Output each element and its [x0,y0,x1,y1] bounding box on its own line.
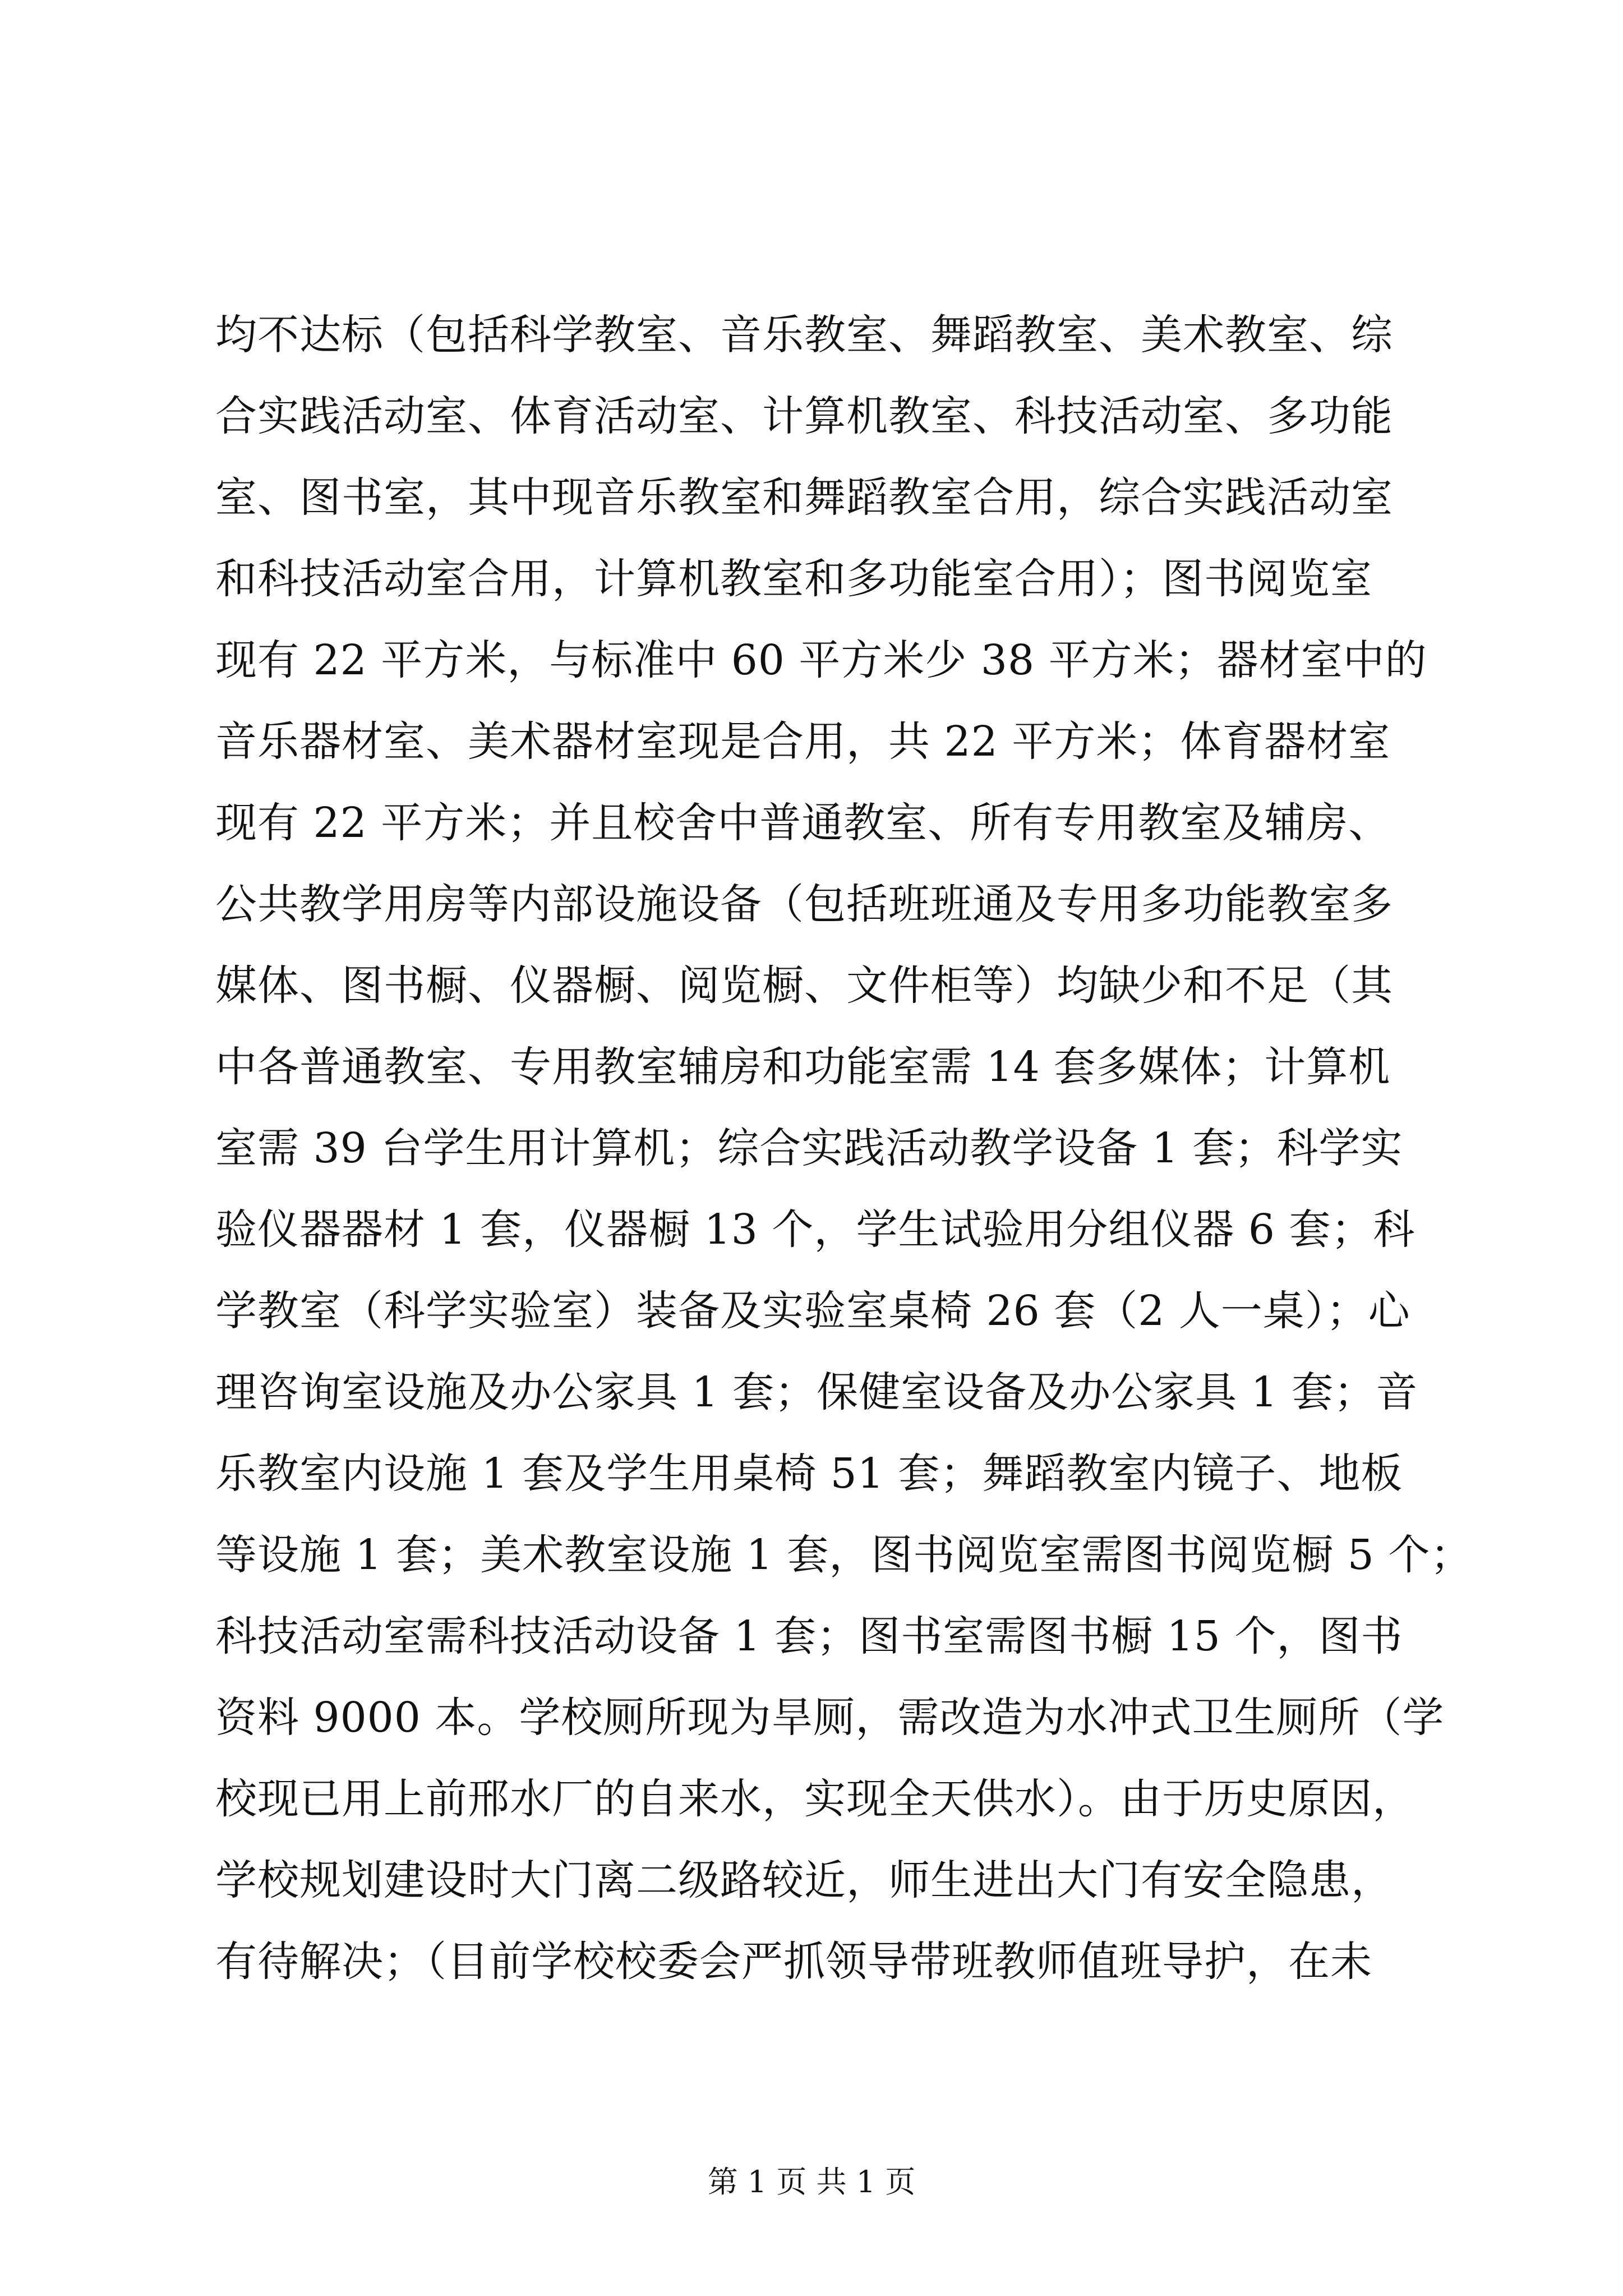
text-line-8: 公共教学用房等内部设施设备（包括班班通及专用多功能教室多 [215,880,1393,928]
text-line-1: 均不达标（包括科学教室、音乐教室、舞蹈教室、美术教室、综 [215,311,1393,359]
text-line-20: 学校规划建设时大门离二级路较近，师生进出大门有安全隐患， [215,1856,1393,1904]
page-number-label: 第 1 页 共 1 页 [707,2164,916,2200]
text-line-14: 理咨询室设施及办公家具 1 套；保健室设备及办公家具 1 套；音 [215,1368,1418,1416]
text-line-13: 学教室（科学实验室）装备及实验室桌椅 26 套（2 人一桌）；心 [215,1287,1410,1335]
text-line-17: 科技活动室需科技活动设备 1 套；图书室需图书橱 15 个，图书 [215,1612,1403,1660]
text-line-19: 校现已用上前邢水厂的自来水，实现全天供水）。由于历史原因， [215,1775,1414,1823]
text-line-18: 资料 9000 本。学校厕所现为旱厕，需改造为水冲式卫生厕所（学 [215,1694,1445,1742]
text-line-16: 等设施 1 套；美术教室设施 1 套，图书阅览室需图书阅览橱 5 个； [215,1531,1473,1579]
text-line-21: 有待解决；（目前学校校委会严抓领导带班教师值班导护，在未 [215,1938,1372,1986]
text-line-7: 现有 22 平方米；并且校舍中普通教室、所有专用教室及辅房、 [215,799,1391,847]
text-line-15: 乐教室内设施 1 套及学生用桌椅 51 套；舞蹈教室内镜子、地板 [215,1450,1403,1498]
text-line-10: 中各普通教室、专用教室辅房和功能室需 14 套多媒体；计算机 [215,1043,1391,1091]
text-line-12: 验仪器器材 1 套，仪器橱 13 个，学生试验用分组仪器 6 套；科 [215,1205,1415,1254]
text-line-5: 现有 22 平方米，与标准中 60 平方米少 38 平方米；器材室中的 [215,636,1427,684]
text-line-2: 合实践活动室、体育活动室、计算机教室、科技活动室、多功能 [215,392,1393,440]
page-footer [0,2160,1623,2205]
text-line-6: 音乐器材室、美术器材室现是合用，共 22 平方米；体育器材室 [215,717,1391,766]
text-line-3: 室、图书室，其中现音乐教室和舞蹈教室合用，综合实践活动室 [215,473,1393,522]
text-line-9: 媒体、图书橱、仪器橱、阅览橱、文件柜等）均缺少和不足（其 [215,961,1393,1010]
body-text [215,295,1473,2003]
text-line-4: 和科技活动室合用，计算机教室和多功能室合用）；图书阅览室 [215,555,1372,603]
text-line-11: 室需 39 台学生用计算机；综合实践活动教学设备 1 套；科学实 [215,1124,1403,1172]
